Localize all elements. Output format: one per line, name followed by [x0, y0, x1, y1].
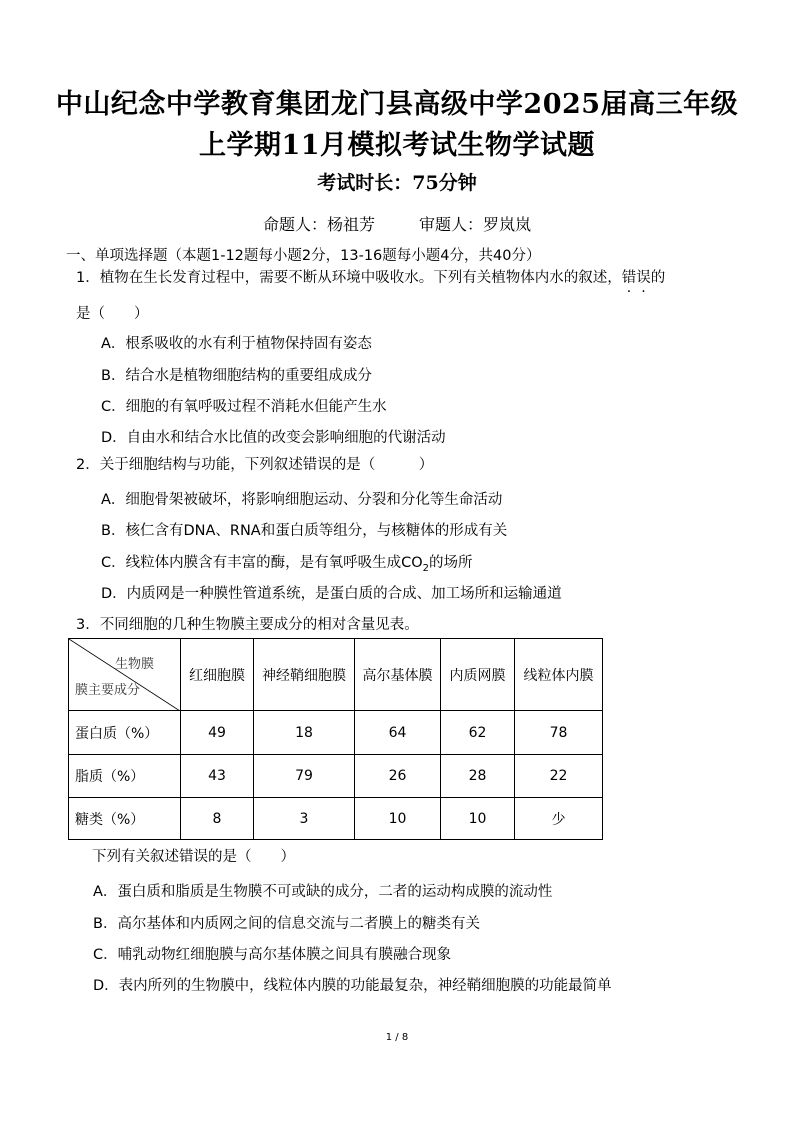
- q2-emphasis-2: 误: [317, 457, 332, 473]
- table-cell: 49: [181, 711, 254, 755]
- q2-stem: [76, 453, 433, 474]
- table-cell: 78: [515, 711, 603, 755]
- q2-option-c[interactable]: [101, 551, 473, 574]
- table-cell: 10: [355, 798, 441, 840]
- authors-line: [0, 212, 794, 235]
- q3-stem: 3．不同细胞的几种生物膜主要成分的相对含量见表。: [76, 617, 419, 633]
- column-header: 红细胞膜: [181, 639, 254, 711]
- title-line-2: 上学期11月模拟考试生物学试题: [198, 130, 596, 161]
- q1-stem-post: 的: [650, 270, 666, 286]
- diagonal-line: [69, 639, 180, 711]
- table-cell: 10: [441, 798, 515, 840]
- q3-question: 下列有关叙述错误的是（ ）: [92, 849, 295, 865]
- table-cell: 3: [254, 798, 355, 840]
- row-label: 糖类（%）: [69, 798, 181, 840]
- q2-stem-pre: 2．关于细胞结构与功能，下列叙述: [76, 457, 303, 473]
- q2-emphasis-1: 错: [302, 457, 318, 473]
- q3-option-c[interactable]: C．哺乳动物红细胞膜与高尔基体膜之间具有膜融合现象: [93, 947, 452, 963]
- q1-option-d[interactable]: D．自由水和结合水比值的改变会影响细胞的代谢活动: [101, 430, 446, 446]
- row-label: 蛋白质（%）: [69, 711, 181, 755]
- table-cell: 79: [254, 755, 355, 798]
- section-header: 一、单项选择题（本题1-12题每小题2分，13-16题每小题4分，共40分）: [66, 248, 541, 264]
- q2-option-c-text: C．线粒体内膜含有丰富的酶，是有氧呼吸生成CO: [101, 555, 423, 571]
- table-cell: 28: [441, 755, 515, 798]
- column-header: 高尔基体膜: [355, 639, 441, 711]
- reviewer: 审题人：罗岚岚: [419, 215, 532, 234]
- q1-stem-pre: 1．植物在生长发育过程中，需要不断从环境中吸收水。下列有关植物体内水的叙述，: [76, 270, 622, 286]
- q2-option-d[interactable]: D．内质网是一种膜性管道系统，是蛋白质的合成、加工场所和运输通道: [101, 586, 562, 602]
- column-header: 神经鞘细胞膜: [254, 639, 355, 711]
- membrane-composition-table: [68, 638, 603, 840]
- table-cell: 43: [181, 755, 254, 798]
- q1-option-b[interactable]: B．结合水是植物细胞结构的重要组成成分: [101, 368, 372, 384]
- corner-bottom-label: 膜主要成分: [75, 683, 141, 698]
- table-header-row: [69, 639, 603, 711]
- q3-option-d[interactable]: D．表内所列的生物膜中，线粒体内膜的功能最复杂，神经鞘细胞膜的功能最简单: [93, 978, 612, 994]
- q1-stem-line2: 是（ ）: [76, 306, 149, 322]
- table-corner-cell: [69, 639, 181, 711]
- row-label: 脂质（%）: [69, 755, 181, 798]
- page-number: 1 / 8: [385, 1032, 409, 1043]
- table-row: [69, 755, 603, 798]
- q2-option-c-tail: 的场所: [429, 555, 473, 571]
- q1-emphasis-2: 误: [636, 270, 651, 286]
- table-row: [69, 798, 603, 840]
- q1-emphasis-1: 错: [621, 270, 637, 286]
- q3-option-b[interactable]: B．高尔基体和内质网之间的信息交流与二者膜上的糖类有关: [93, 916, 480, 932]
- q2-option-b[interactable]: B．核仁含有DNA、RNA和蛋白质等组分，与核糖体的形成有关: [101, 523, 508, 539]
- table-cell: 22: [515, 755, 603, 798]
- proposer: 命题人：杨祖芳: [262, 215, 375, 234]
- q2-stem-post: 的是（ ）: [331, 457, 434, 473]
- q3-option-a[interactable]: A．蛋白质和脂质是生物膜不可或缺的成分，二者的运动构成膜的流动性: [93, 884, 553, 900]
- corner-top-label: 生物膜: [114, 657, 154, 672]
- table-row: [69, 711, 603, 755]
- title-line-1: 中山纪念中学教育集团龙门县高级中学2025届高三年级: [55, 89, 739, 120]
- table-cell: 64: [355, 711, 441, 755]
- table-cell: 26: [355, 755, 441, 798]
- column-header: 线粒体内膜: [515, 639, 603, 711]
- column-header: 内质网膜: [441, 639, 515, 711]
- q1-option-a[interactable]: A．根系吸收的水有利于植物保持固有姿态: [101, 336, 372, 352]
- table-cell: 少: [515, 798, 603, 840]
- table-cell: 62: [441, 711, 515, 755]
- table-cell: 8: [181, 798, 254, 840]
- table-cell: 18: [254, 711, 355, 755]
- q2-option-a[interactable]: A．细胞骨架被破坏，将影响细胞运动、分裂和分化等生命活动: [101, 492, 503, 508]
- co2-subscript: 2: [422, 562, 430, 574]
- q1-option-c[interactable]: C．细胞的有氧呼吸过程不消耗水但能产生水: [101, 399, 387, 415]
- exam-duration: 考试时长：75分钟: [317, 172, 477, 194]
- q1-stem: [76, 266, 665, 287]
